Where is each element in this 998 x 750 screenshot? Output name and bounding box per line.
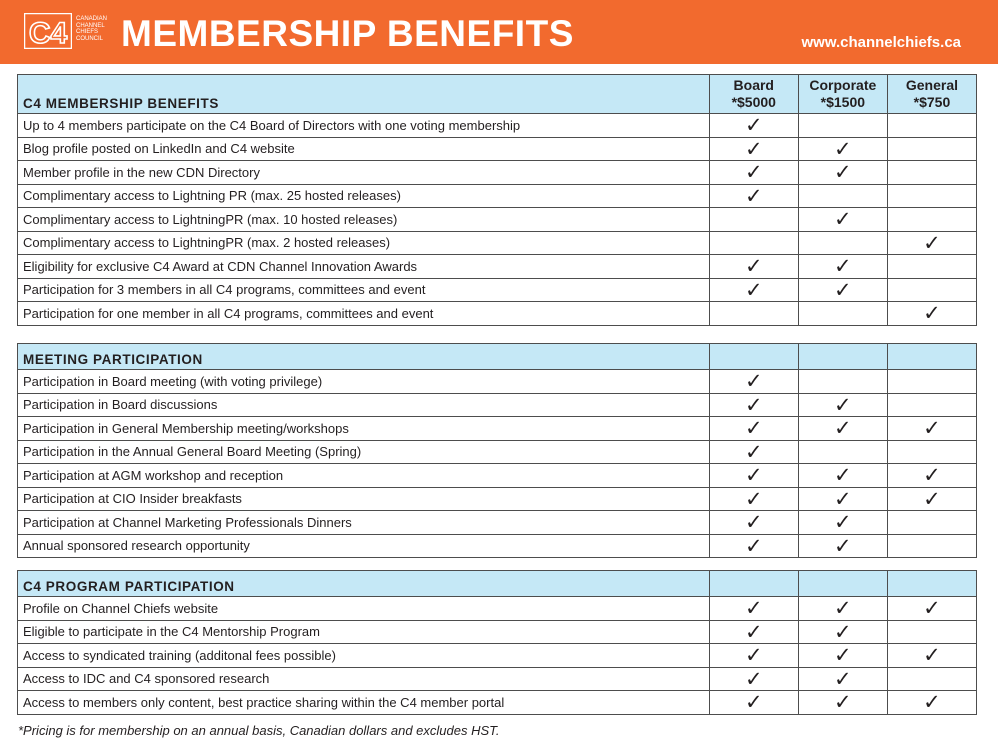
checkmark-icon: ✓: [834, 619, 852, 644]
pricing-footnote: *Pricing is for membership on an annual basis, Canadian dollars and excludes HST.: [18, 723, 500, 738]
check-cell-general: [887, 255, 976, 279]
benefit-row: [18, 597, 977, 621]
check-cell-board: [709, 278, 798, 302]
checkmark-icon: ✓: [744, 439, 763, 464]
checkmark-icon: ✓: [834, 416, 852, 441]
checkmark-icon: ✓: [923, 230, 941, 255]
check-cell-board: [709, 691, 798, 715]
check-cell-corporate: [798, 464, 887, 488]
check-cell-general: [887, 667, 976, 691]
benefit-label: Eligibility for exclusive C4 Award at CDN Channel Innovation Awards: [18, 255, 710, 279]
check-cell-board: [709, 370, 798, 394]
check-cell-corporate: [798, 302, 887, 326]
benefit-label: Participation at Channel Marketing Professionals Dinners: [18, 511, 710, 535]
check-cell-board: [709, 667, 798, 691]
benefit-label: Profile on Channel Chiefs website: [18, 597, 710, 621]
logo-text: CANADIAN CHANNEL CHIEFS COUNCIL: [76, 16, 108, 42]
check-cell-board: [709, 511, 798, 535]
benefit-row: [18, 302, 977, 326]
checkmark-icon: ✓: [834, 254, 852, 279]
benefit-row: [18, 644, 977, 668]
checkmark-icon: ✓: [744, 486, 763, 511]
benefit-row: [18, 440, 977, 464]
check-cell-general: [887, 511, 976, 535]
check-cell-corporate: [798, 417, 887, 441]
section-header-row: [18, 571, 977, 597]
checkmark-icon: ✓: [834, 392, 852, 417]
tier-name: Board: [733, 77, 774, 93]
check-cell-board: [709, 302, 798, 326]
checkmark-icon: ✓: [923, 643, 941, 668]
benefit-row: [18, 208, 977, 232]
check-cell-board: [709, 644, 798, 668]
benefit-row: [18, 487, 977, 511]
check-cell-corporate: [798, 511, 887, 535]
checkmark-icon: ✓: [744, 463, 763, 488]
tier-header-board: [709, 571, 798, 597]
check-cell-general: [887, 620, 976, 644]
check-cell-general: [887, 161, 976, 185]
check-cell-corporate: [798, 487, 887, 511]
check-cell-general: [887, 278, 976, 302]
benefit-label: Access to IDC and C4 sponsored research: [18, 667, 710, 691]
benefit-row: [18, 534, 977, 558]
tier-name: Corporate: [809, 77, 877, 93]
checkmark-icon: ✓: [744, 596, 763, 621]
checkmark-icon: ✓: [834, 136, 852, 161]
check-cell-corporate: [798, 644, 887, 668]
benefit-label: Access to members only content, best practice sharing within the C4 member portal: [18, 691, 710, 715]
section-table: [17, 570, 977, 715]
checkmark-icon: ✓: [834, 643, 852, 668]
check-cell-corporate: [798, 255, 887, 279]
checkmark-icon: ✓: [834, 533, 852, 558]
checkmark-icon: ✓: [744, 136, 763, 161]
benefit-label: Participation in Board discussions: [18, 393, 710, 417]
checkmark-icon: ✓: [834, 596, 852, 621]
benefit-row: [18, 691, 977, 715]
section-table: [17, 343, 977, 558]
tier-price: *$5000: [731, 94, 776, 110]
check-cell-general: [887, 208, 976, 232]
check-cell-board: [709, 464, 798, 488]
check-cell-board: [709, 137, 798, 161]
check-cell-corporate: [798, 208, 887, 232]
checkmark-icon: ✓: [744, 619, 763, 644]
check-cell-general: [887, 534, 976, 558]
benefit-label: Annual sponsored research opportunity: [18, 534, 710, 558]
check-cell-corporate: [798, 114, 887, 138]
tier-header-general: [887, 571, 976, 597]
section-table: [17, 74, 977, 326]
checkmark-icon: ✓: [744, 183, 763, 208]
checkmark-icon: ✓: [923, 690, 941, 715]
checkmark-icon: ✓: [744, 666, 763, 691]
section-header-row: [18, 75, 977, 114]
checkmark-icon: ✓: [744, 160, 763, 185]
benefit-row: [18, 278, 977, 302]
benefit-label: Complimentary access to LightningPR (max. 2 hosted releases): [18, 231, 710, 255]
checkmark-icon: ✓: [834, 463, 852, 488]
section-title: C4 PROGRAM PARTICIPATION: [18, 571, 710, 597]
check-cell-general: [887, 440, 976, 464]
checkmark-icon: ✓: [923, 486, 941, 511]
benefit-row: [18, 620, 977, 644]
check-cell-general: [887, 644, 976, 668]
check-cell-general: [887, 691, 976, 715]
checkmark-icon: ✓: [923, 301, 941, 326]
checkmark-icon: ✓: [923, 463, 941, 488]
checkmark-icon: ✓: [744, 277, 763, 302]
check-cell-general: [887, 370, 976, 394]
check-cell-corporate: [798, 231, 887, 255]
check-cell-board: [709, 620, 798, 644]
checkmark-icon: ✓: [834, 666, 852, 691]
section-header-row: [18, 344, 977, 370]
benefit-label: Participation in Board meeting (with voting privilege): [18, 370, 710, 394]
benefit-label: Complimentary access to LightningPR (max. 10 hosted releases): [18, 208, 710, 232]
checkmark-icon: ✓: [744, 369, 763, 394]
checkmark-icon: ✓: [834, 277, 852, 302]
check-cell-corporate: [798, 161, 887, 185]
checkmark-icon: ✓: [744, 254, 763, 279]
tier-header-corporate: [798, 571, 887, 597]
check-cell-corporate: [798, 534, 887, 558]
check-cell-general: [887, 464, 976, 488]
check-cell-general: [887, 393, 976, 417]
benefit-row: [18, 114, 977, 138]
checkmark-icon: ✓: [744, 690, 763, 715]
tier-header-board: [709, 75, 798, 114]
check-cell-general: [887, 417, 976, 441]
benefit-row: [18, 464, 977, 488]
check-cell-general: [887, 114, 976, 138]
tier-price: *$1500: [820, 94, 866, 110]
section-title: C4 MEMBERSHIP BENEFITS: [18, 75, 710, 114]
check-cell-board: [709, 440, 798, 464]
checkmark-icon: ✓: [744, 510, 763, 535]
checkmark-icon: ✓: [744, 643, 763, 668]
check-cell-board: [709, 114, 798, 138]
benefit-label: Participation at AGM workshop and reception: [18, 464, 710, 488]
check-cell-general: [887, 184, 976, 208]
check-cell-board: [709, 161, 798, 185]
check-cell-board: [709, 231, 798, 255]
tier-header-corporate: [798, 75, 887, 114]
benefit-label: Member profile in the new CDN Directory: [18, 161, 710, 185]
check-cell-board: [709, 534, 798, 558]
benefit-label: Participation in General Membership meeting/workshops: [18, 417, 710, 441]
tier-header-corporate: [798, 344, 887, 370]
checkmark-icon: ✓: [834, 510, 852, 535]
checkmark-icon: ✓: [744, 416, 763, 441]
check-cell-board: [709, 255, 798, 279]
benefit-row: [18, 137, 977, 161]
check-cell-board: [709, 184, 798, 208]
benefit-label: Up to 4 members participate on the C4 Board of Directors with one voting membership: [18, 114, 710, 138]
check-cell-board: [709, 487, 798, 511]
benefit-label: Blog profile posted on LinkedIn and C4 website: [18, 137, 710, 161]
check-cell-corporate: [798, 667, 887, 691]
checkmark-icon: ✓: [834, 690, 852, 715]
check-cell-corporate: [798, 393, 887, 417]
check-cell-general: [887, 487, 976, 511]
section-title: MEETING PARTICIPATION: [18, 344, 710, 370]
check-cell-board: [709, 597, 798, 621]
c4-logo-icon: [24, 13, 72, 49]
website-link[interactable]: www.channelchiefs.ca: [801, 34, 961, 51]
check-cell-general: [887, 231, 976, 255]
check-cell-board: [709, 417, 798, 441]
checkmark-icon: ✓: [744, 113, 763, 138]
tier-header-board: [709, 344, 798, 370]
check-cell-corporate: [798, 137, 887, 161]
benefit-label: Eligible to participate in the C4 Mentorship Program: [18, 620, 710, 644]
check-cell-corporate: [798, 440, 887, 464]
checkmark-icon: ✓: [744, 533, 763, 558]
benefit-label: Access to syndicated training (additonal fees possible): [18, 644, 710, 668]
benefit-label: Participation for one member in all C4 programs, committees and event: [18, 302, 710, 326]
check-cell-corporate: [798, 370, 887, 394]
checkmark-icon: ✓: [834, 160, 852, 185]
checkmark-icon: ✓: [744, 392, 763, 417]
benefit-label: Participation in the Annual General Board Meeting (Spring): [18, 440, 710, 464]
checkmark-icon: ✓: [923, 596, 941, 621]
page-title: MEMBERSHIP BENEFITS: [121, 13, 574, 54]
benefit-row: [18, 161, 977, 185]
benefit-row: [18, 370, 977, 394]
benefit-row: [18, 511, 977, 535]
check-cell-corporate: [798, 597, 887, 621]
check-cell-corporate: [798, 278, 887, 302]
checkmark-icon: ✓: [923, 416, 941, 441]
benefit-row: [18, 417, 977, 441]
header-banner: [0, 0, 998, 64]
benefit-row: [18, 667, 977, 691]
logo-mark: C4: [28, 17, 68, 49]
benefit-label: Participation at CIO Insider breakfasts: [18, 487, 710, 511]
check-cell-corporate: [798, 184, 887, 208]
check-cell-board: [709, 393, 798, 417]
checkmark-icon: ✓: [834, 207, 852, 232]
tier-price: *$750: [913, 94, 951, 110]
check-cell-corporate: [798, 620, 887, 644]
check-cell-general: [887, 137, 976, 161]
tier-name: General: [905, 77, 958, 93]
check-cell-corporate: [798, 691, 887, 715]
benefit-label: Participation for 3 members in all C4 programs, committees and event: [18, 278, 710, 302]
tier-header-general: [887, 344, 976, 370]
benefit-row: [18, 231, 977, 255]
check-cell-board: [709, 208, 798, 232]
checkmark-icon: ✓: [834, 486, 852, 511]
benefit-label: Complimentary access to Lightning PR (max. 25 hosted releases): [18, 184, 710, 208]
check-cell-general: [887, 302, 976, 326]
benefit-row: [18, 184, 977, 208]
benefit-row: [18, 393, 977, 417]
check-cell-general: [887, 597, 976, 621]
tier-header-general: [887, 75, 976, 114]
benefit-row: [18, 255, 977, 279]
